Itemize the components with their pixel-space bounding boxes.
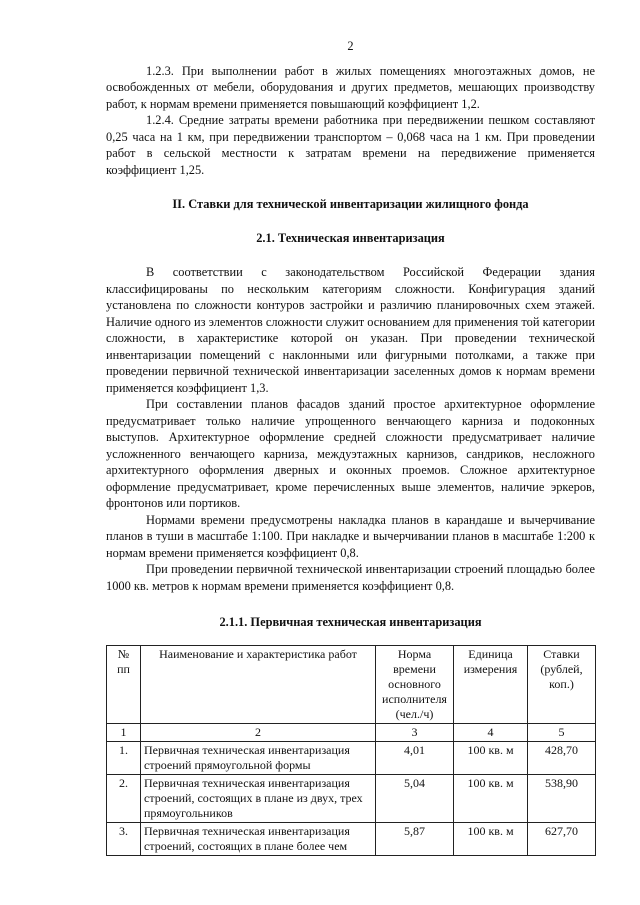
row-time-norm: 4,01 [376, 741, 454, 774]
col-number-2: 2 [141, 723, 376, 741]
col-number-4: 4 [454, 723, 528, 741]
col-number-5: 5 [528, 723, 596, 741]
header-unit: Единица измерения [454, 645, 528, 723]
row-work-name: Первичная техническая инвентаризация строений прямоугольной формы [141, 741, 376, 774]
paragraph-1-2-4: 1.2.4. Средние затраты времени работника при передвижении пешком составляют 0,25 часа на 1 км, при передвижении транспортом – 0,068 часа на 1 км. При проведении работ в сельской местности к затратам времени на передвижение применяется коэффициент 1,25. [106, 113, 595, 177]
paragraph-facade-plans: При составлении планов фасадов зданий простое архитектурное оформление предусматривает только наличие упрощенного венчающего карниза и подоконных выступов. Архитектурное оформление средней сложности предусматривает наличие усложненного венчающего карниза, междуэтажных карнизов, сандриков, несложного архитектурного оформления дверных и оконных проемов. Сложное архитектурное оформление предусматривает, кроме перечисленных выше элементов, наличие эркеров, фронтонов или портиков. [106, 397, 595, 510]
row-rate: 538,90 [528, 774, 596, 822]
row-work-name: Первичная техническая инвентаризация строений, состоящих в плане из двух, трех прямоугольников [141, 774, 376, 822]
row-number: 2. [107, 774, 141, 822]
row-unit: 100 кв. м [454, 774, 528, 822]
header-time-norm: Норма времени основного исполнителя (чел./ч) [376, 645, 454, 723]
col-number-1: 1 [107, 723, 141, 741]
header-rate: Ставки (рублей, коп.) [528, 645, 596, 723]
row-unit: 100 кв. м [454, 822, 528, 855]
table-numbering-row [107, 723, 596, 741]
table-row [107, 774, 596, 822]
row-work-name: Первичная техническая инвентаризация строений, состоящих в плане более чем [141, 822, 376, 855]
row-unit: 100 кв. м [454, 741, 528, 774]
table-row [107, 741, 596, 774]
paragraph-building-categories: В соответствии с законодательством Российской Федерации здания классифицированы по нескольким категориям сложности. Конфигурация зданий установлена по сложности контуров застройки и различию планировочных схем этажей. Наличие одного из элементов сложности служит основанием для применения той категории сложности, в характеристике которой он указан. При проведении технической инвентаризации помещений с наклонными или фигурными потолками, а также при проведении первичной технической инвентаризации заселенных домов к нормам времени применяется коэффициент 1,3. [106, 265, 595, 395]
row-time-norm: 5,87 [376, 822, 454, 855]
paragraph-plan-scale: Нормами времени предусмотрены накладка планов в карандаше и вычерчивание планов в туши в масштабе 1:100. При накладке и вычерчивании планов в масштабе 1:200 к нормам времени применяется коэффициент 0,8. [106, 512, 595, 560]
subsection-title: 2.1. Техническая инвентаризация [256, 230, 445, 245]
table-header-row [107, 645, 596, 723]
row-number: 1. [107, 741, 141, 774]
row-time-norm: 5,04 [376, 774, 454, 822]
header-number: № пп [107, 645, 141, 723]
rates-table [106, 645, 596, 856]
paragraph-large-area: При проведении первичной технической инвентаризации строений площадью более 1000 кв. метров к нормам времени применяется коэффициент 0,8. [106, 562, 595, 593]
table-row [107, 822, 596, 855]
document-page [106, 38, 595, 856]
header-work-name: Наименование и характеристика работ [141, 645, 376, 723]
table-title: 2.1.1. Первичная техническая инвентаризация [219, 615, 482, 629]
paragraph-1-2-3: 1.2.3. При выполнении работ в жилых помещениях многоэтажных домов, не освобожденных от мебели, оборудования и других предметов, мешающих производству работ, к нормам времени применяется повышающий коэффициент 1,2. [106, 63, 595, 111]
row-rate: 627,70 [528, 822, 596, 855]
col-number-3: 3 [376, 723, 454, 741]
page-number: 2 [347, 39, 354, 53]
row-number: 3. [107, 822, 141, 855]
section-title: II. Ставки для технической инвентаризации жилищного фонда [172, 197, 529, 211]
row-rate: 428,70 [528, 741, 596, 774]
